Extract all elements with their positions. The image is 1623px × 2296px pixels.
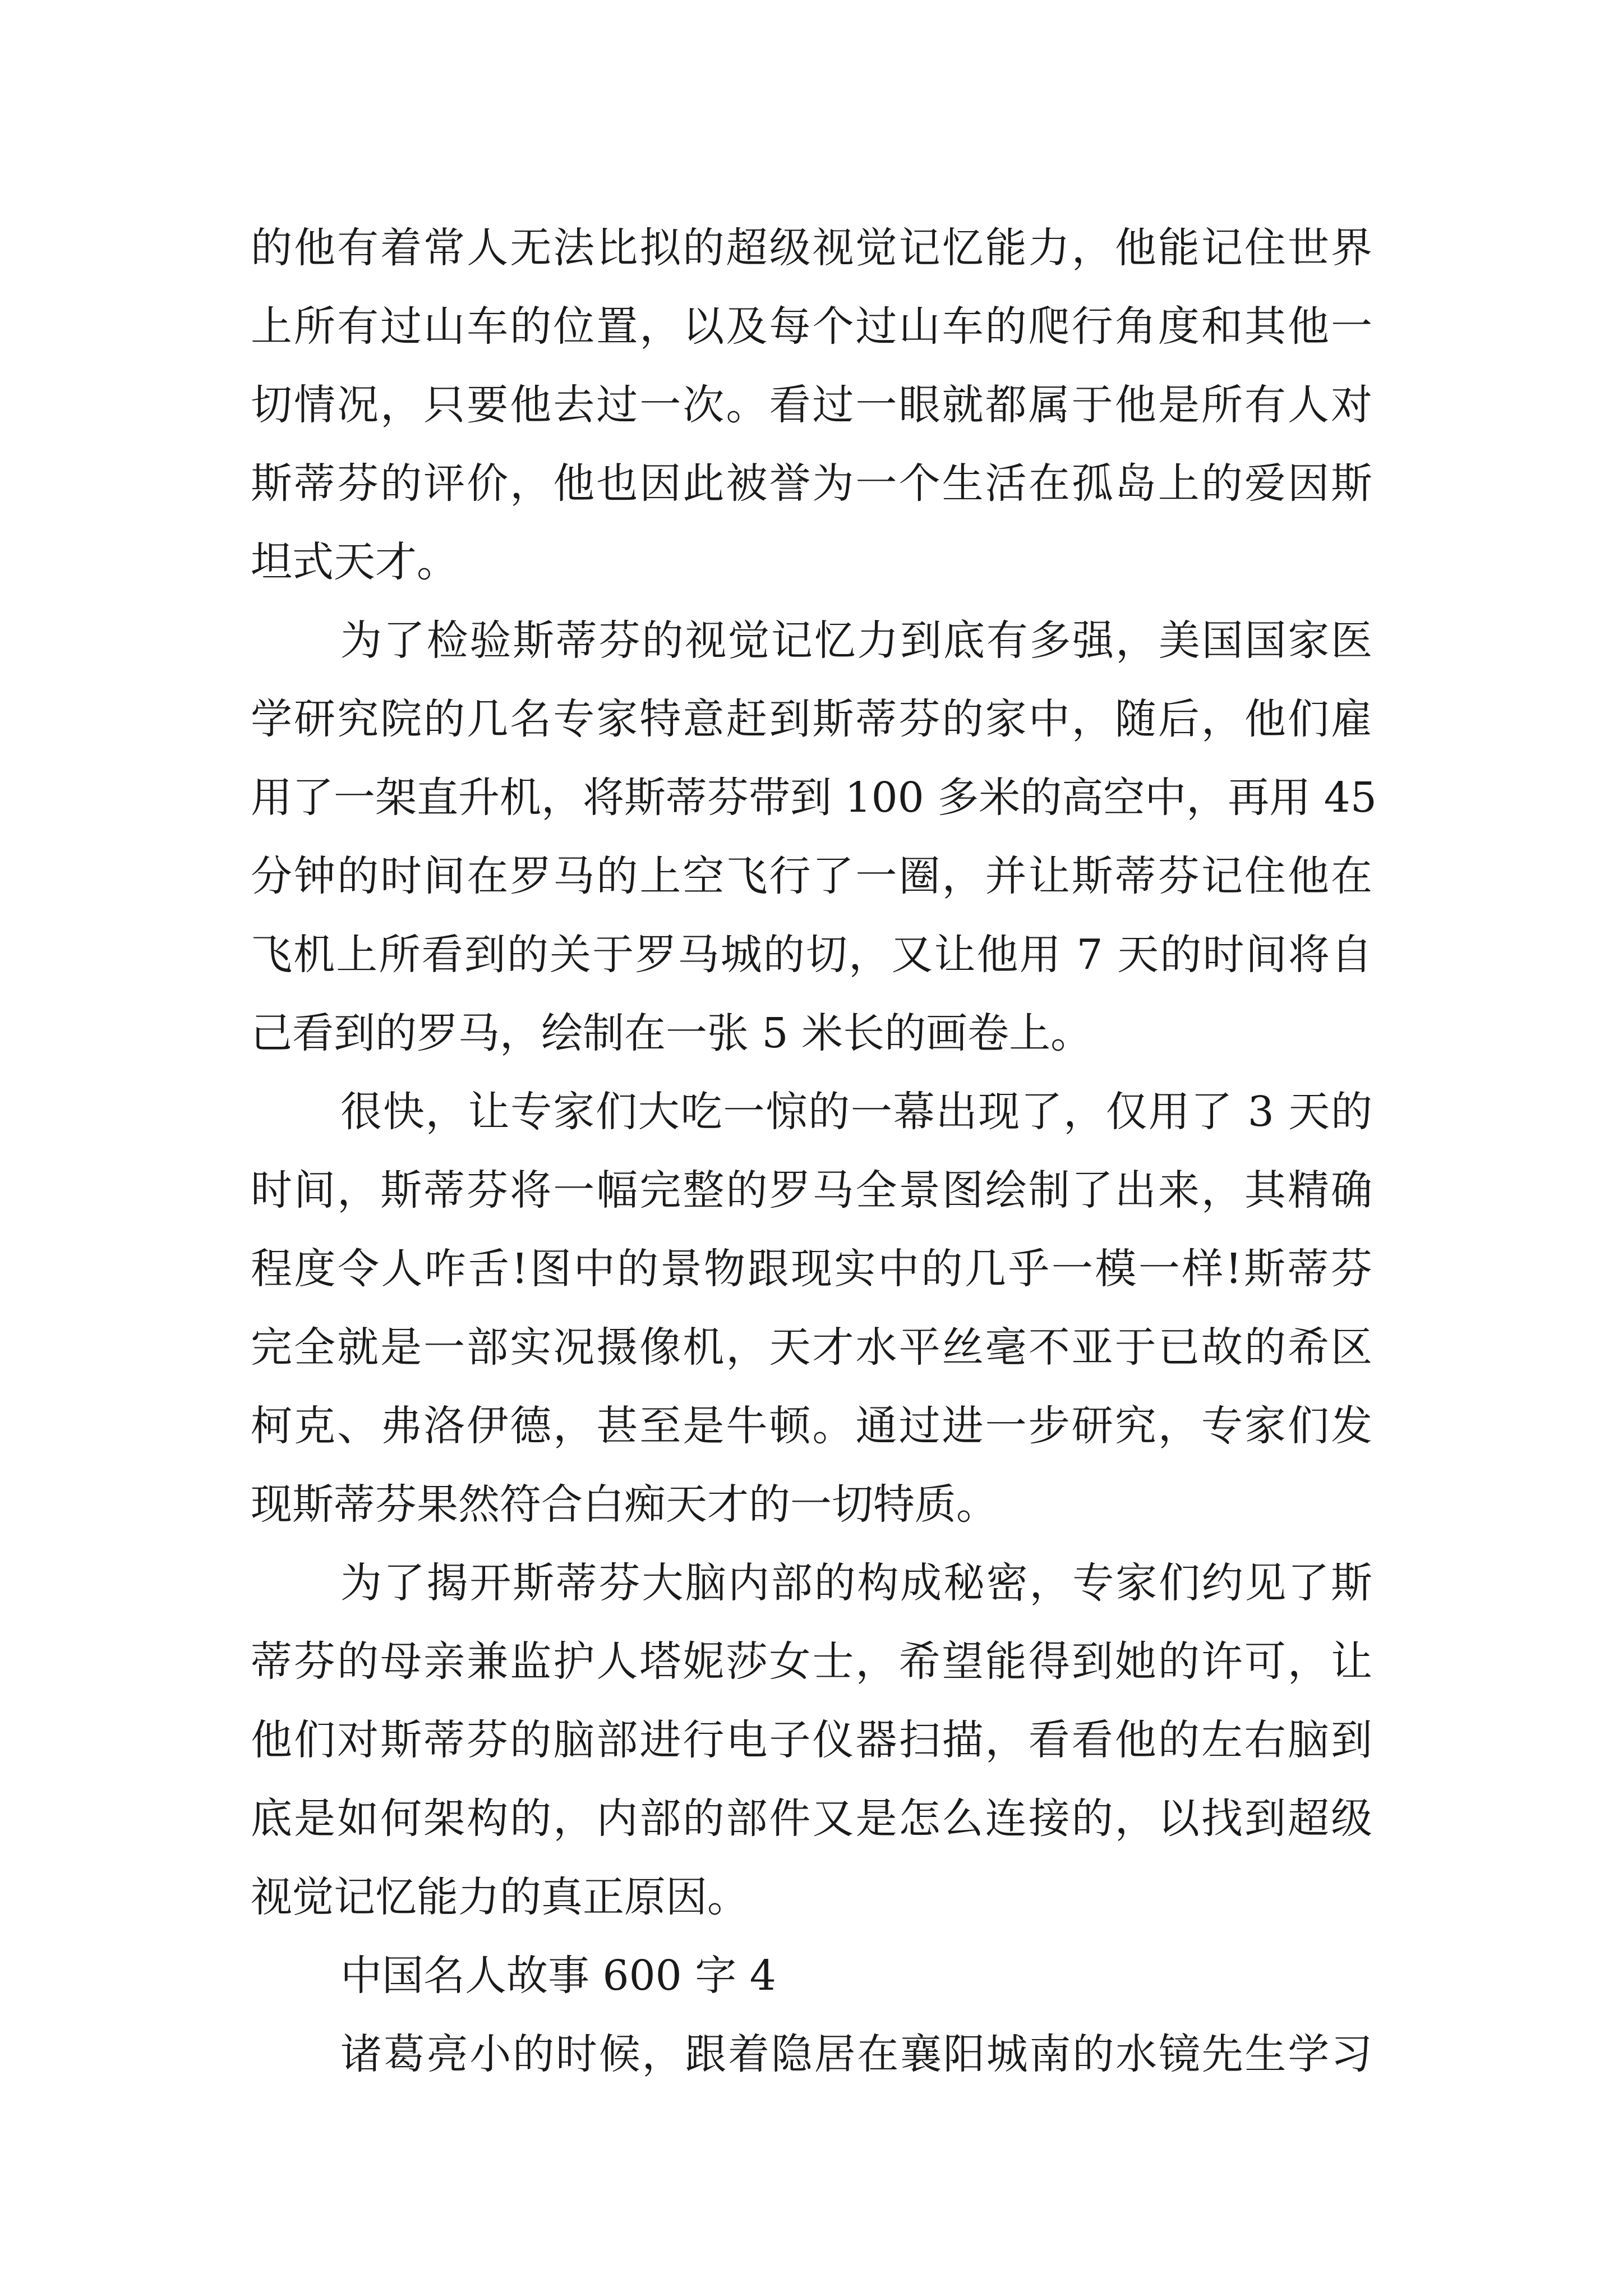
text-line: 现斯蒂芬果然符合白痴天才的一切特质。 bbox=[251, 1480, 998, 1529]
text-line: 视觉记忆能力的真正原因。 bbox=[251, 1873, 749, 1921]
text-line: 的他有着常人无法比拟的超级视觉记忆能力，他能记住世界 bbox=[251, 224, 1372, 272]
text-line: 他们对斯蒂芬的脑部进行电子仪器扫描，看看他的左右脑到 bbox=[251, 1716, 1372, 1764]
text-line: 坦式天才。 bbox=[251, 538, 458, 586]
text-line: 己看到的罗马，绘制在一张 5 米长的画卷上。 bbox=[251, 1009, 1092, 1057]
text-line: 分钟的时间在罗马的上空飞行了一圈，并让斯蒂芬记住他在 bbox=[251, 852, 1372, 900]
text-line: 柯克、弗洛伊德，甚至是牛顿。通过进一步研究，专家们发 bbox=[251, 1402, 1372, 1450]
text-line: 为了检验斯蒂芬的视觉记忆力到底有多强，美国国家医 bbox=[340, 616, 1372, 665]
paragraph bbox=[251, 209, 1372, 601]
text-line: 切情况，只要他去过一次。看过一眼就都属于他是所有人对 bbox=[251, 381, 1372, 429]
text-line: 时间，斯蒂芬将一幅完整的罗马全景图绘制了出来，其精确 bbox=[251, 1166, 1372, 1214]
document-body bbox=[251, 209, 1377, 2093]
paragraph bbox=[251, 1544, 1372, 1936]
paragraph bbox=[251, 2015, 1372, 2093]
text-line: 为了揭开斯蒂芬大脑内部的构成秘密，专家们约见了斯 bbox=[340, 1559, 1372, 1607]
text-line: 程度令人咋舌!图中的景物跟现实中的几乎一模一样!斯蒂芬 bbox=[251, 1245, 1372, 1293]
paragraph bbox=[251, 1073, 1372, 1544]
text-line: 完全就是一部实况摄像机，天才水平丝毫不亚于已故的希区 bbox=[251, 1323, 1372, 1372]
heading-line: 中国名人故事 600 字 4 bbox=[340, 1952, 776, 2000]
text-line: 蒂芬的母亲兼监护人塔妮莎女士，希望能得到她的许可，让 bbox=[251, 1637, 1372, 1686]
text-line: 上所有过山车的位置，以及每个过山车的爬行角度和其他一 bbox=[251, 302, 1372, 351]
text-line: 很快，让专家们大吃一惊的一幕出现了，仅用了 3 天的 bbox=[340, 1088, 1372, 1136]
text-line: 学研究院的几名专家特意赶到斯蒂芬的家中，随后，他们雇 bbox=[251, 695, 1372, 743]
text-line: 斯蒂芬的评价，他也因此被誉为一个生活在孤岛上的爱因斯 bbox=[251, 459, 1372, 508]
text-line: 诸葛亮小的时候，跟着隐居在襄阳城南的水镜先生学习 bbox=[340, 2030, 1372, 2078]
text-line: 用了一架直升机，将斯蒂芬带到 100 多米的高空中，再用 45 bbox=[251, 774, 1377, 822]
section-heading bbox=[251, 1936, 1372, 2015]
paragraph bbox=[251, 601, 1377, 1073]
text-line: 底是如何架构的，内部的部件又是怎么连接的，以找到超级 bbox=[251, 1795, 1372, 1843]
text-line: 飞机上所看到的关于罗马城的切，又让他用 7 天的时间将自 bbox=[251, 931, 1372, 979]
